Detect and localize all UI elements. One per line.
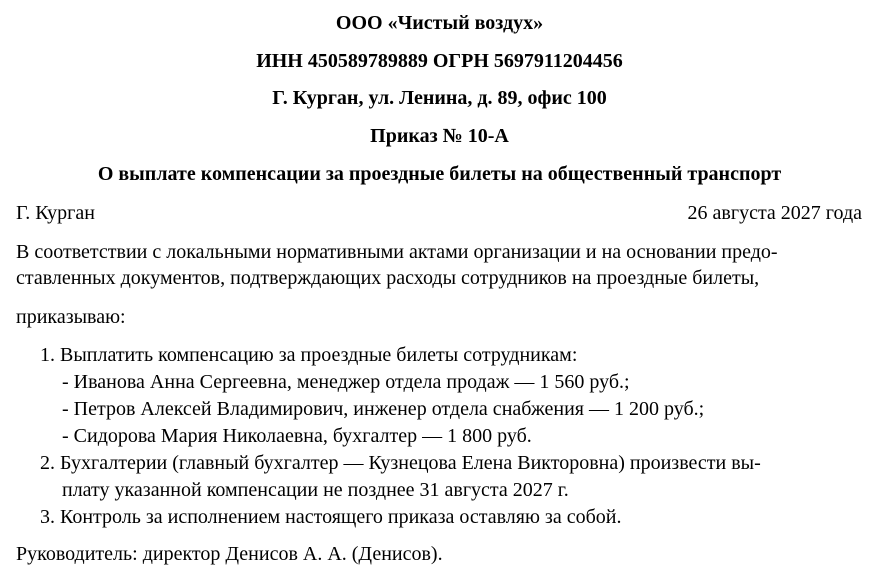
company-ids: ИНН 450589789889 ОГРН 5697911204456 [256,50,623,72]
order-date: 26 августа 2027 года [687,202,862,224]
list-item-2-line-1: 2. Бухгалтерии (главный бухгалтер — Кузнецова Елена Викторовна) произвести вы- [40,452,761,474]
company-name: ООО «Чистый воздух» [335,12,544,34]
list-item-3: 3. Контроль за исполнением настоящего приказа оставляю за собой. [40,506,622,528]
company-address: Г. Курган, ул. Ленина, д. 89, офис 100 [272,87,607,109]
signature-line: Руководитель: директор Денисов А. А. (Денисов). [16,543,443,565]
employee-line-3: - Сидорова Мария Николаевна, бухгалтер — 1 800 руб. [62,425,532,447]
employee-line-1: - Иванова Анна Сергеевна, менеджер отдела продаж — 1 560 руб.; [62,371,630,393]
order-title: Приказ № 10-А [370,125,509,147]
list-item-1: 1. Выплатить компенсацию за проездные билеты сотрудникам: [40,344,578,366]
preamble-line-2: ставленных документов, подтверждающих расходы сотрудников на проездные билеты, [16,267,760,289]
employee-line-2: - Петров Алексей Владимирович, инженер отдела снабжения — 1 200 руб.; [62,398,705,420]
order-subject: О выплате компенсации за проездные билеты на общественный транспорт [97,163,782,185]
order-city: Г. Курган [16,202,95,224]
order-word: приказываю: [16,306,126,328]
list-item-2-line-2: плату указанной компенсации не позднее 31 августа 2027 г. [62,479,569,501]
preamble-line-1: В соответствии с локальными нормативными актами организации и на основании предо- [16,241,778,263]
